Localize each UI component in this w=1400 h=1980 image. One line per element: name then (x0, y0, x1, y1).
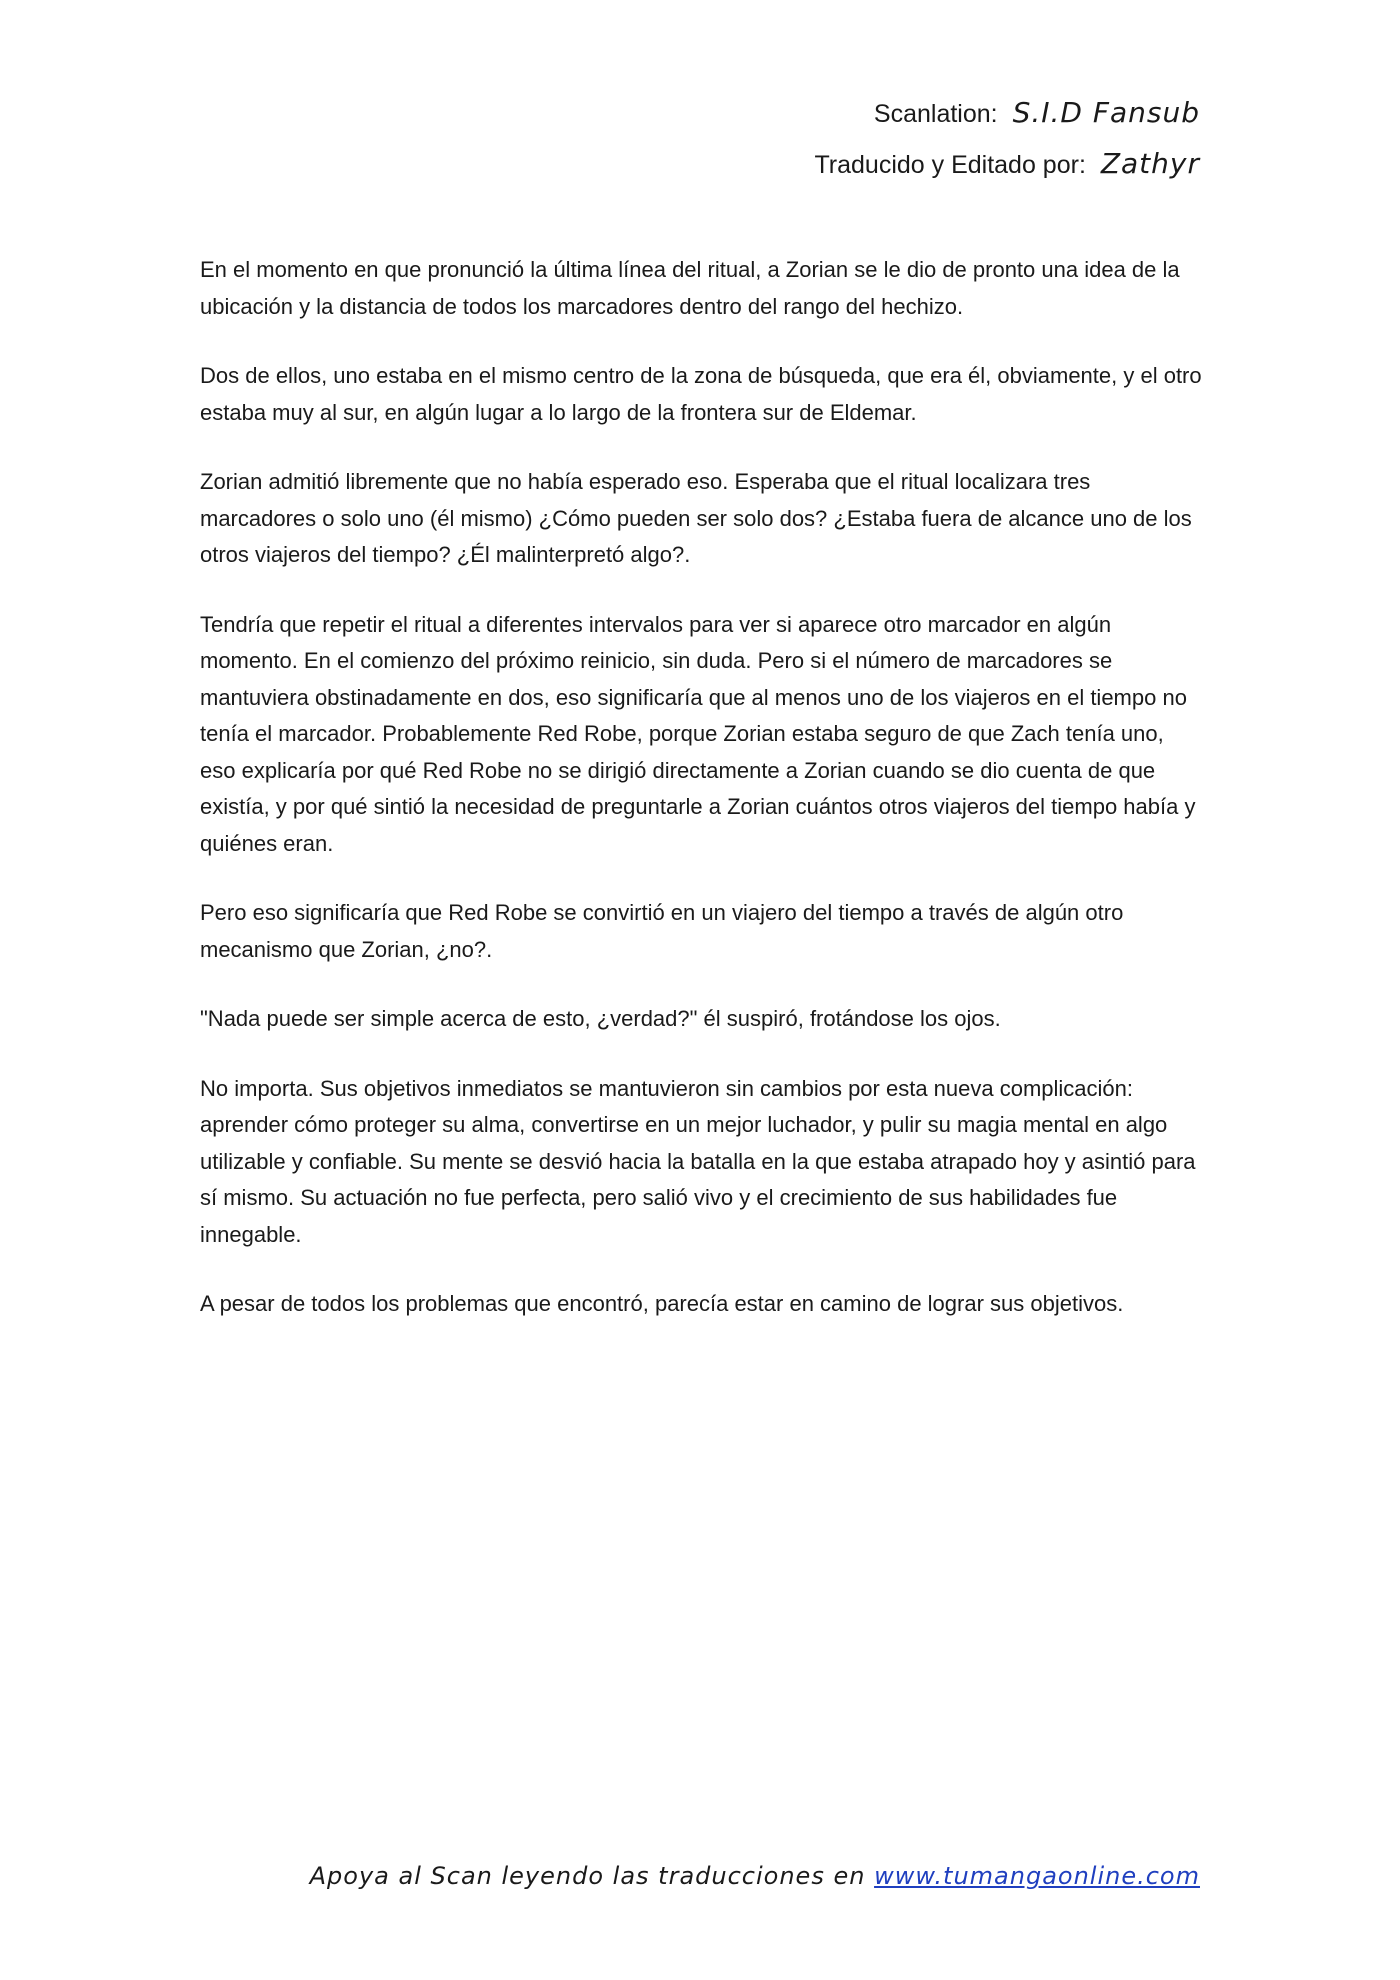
body-text (200, 252, 1205, 1356)
translator-credit (814, 139, 1200, 190)
translator-label: Traducido y Editado por: (814, 151, 1086, 179)
paragraph: No importa. Sus objetivos inmediatos se mantuvieron sin cambios por esta nueva complicación: aprender cómo proteger su alma, convertirse en un mejor luchador, y pulir su magia mental en algo utilizable y confiable. Su mente se desvió hacia la batalla en la que estaba atrapado hoy y asintió para sí mismo. Su actuación no fue perfecta, pero salió vivo y el crecimiento de sus habilidades fue innegable. (200, 1075, 1196, 1247)
paragraph: En el momento en que pronunció la última línea del ritual, a Zorian se le dio de pronto una idea de la ubicación y la distancia de todos los marcadores dentro del rango del hechizo. (200, 257, 1180, 319)
footer-text: Apoya al Scan leyendo las traducciones en (309, 1862, 866, 1890)
paragraph: Pero eso significaría que Red Robe se convirtió en un viajero del tiempo a través de algún otro mecanismo que Zorian, ¿no?. (200, 900, 1124, 962)
scanlation-name: S.I.D Fansub (1012, 96, 1200, 129)
paragraph: "Nada puede ser simple acerca de esto, ¿verdad?" él suspiró, frotándose los ojos. (200, 1006, 1001, 1031)
credits-header (814, 88, 1200, 190)
footer-note (310, 1862, 1200, 1890)
paragraph: Zorian admitió libremente que no había esperado eso. Esperaba que el ritual localizara tres marcadores o solo uno (él mismo) ¿Cómo pueden ser solo dos? ¿Estaba fuera de alcance uno de los otros viajeros del tiempo? ¿Él malinterpretó algo?. (200, 469, 1192, 567)
scanlation-credit (814, 88, 1200, 139)
paragraph: Tendría que repetir el ritual a diferentes intervalos para ver si aparece otro marcador en algún momento. En el comienzo del próximo reinicio, sin duda. Pero si el número de marcadores se mantuviera obstinadamente en dos, eso significaría que al menos uno de los viajeros en el tiempo no tenía el marcador. Probablemente Red Robe, porque Zorian estaba seguro de que Zach tenía uno, eso explicaría por qué Red Robe no se dirigió directamente a Zorian cuando se dio cuenta de que existía, y por qué sintió la necesidad de preguntarle a Zorian cuántos otros viajeros del tiempo había y quiénes eran. (200, 611, 1196, 856)
translator-name: Zathyr (1100, 147, 1200, 180)
footer-link[interactable]: www.tumangaonline.com (874, 1862, 1200, 1890)
paragraph: A pesar de todos los problemas que encontró, parecía estar en camino de lograr sus objetivos. (200, 1291, 1124, 1316)
paragraph: Dos de ellos, uno estaba en el mismo centro de la zona de búsqueda, que era él, obviamente, y el otro estaba muy al sur, en algún lugar a lo largo de la frontera sur de Eldemar. (200, 363, 1202, 425)
scanlation-label: Scanlation: (873, 100, 998, 128)
